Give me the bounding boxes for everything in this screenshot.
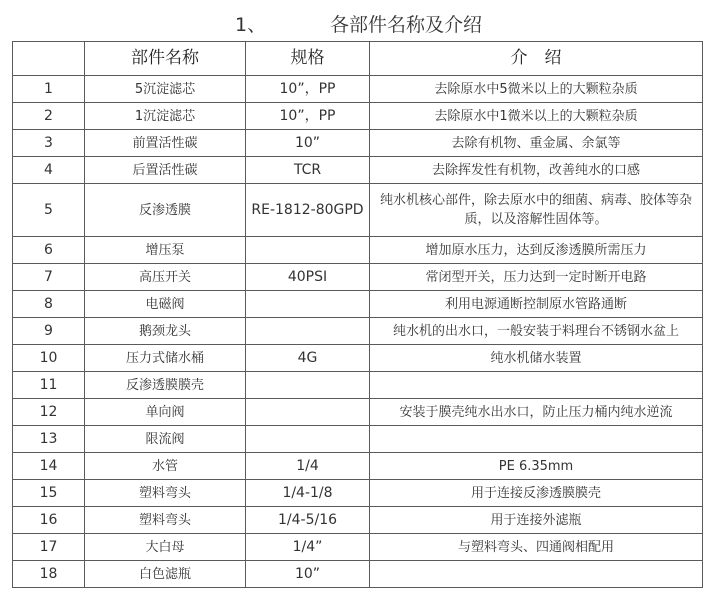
cell-spec: 4G (246, 345, 370, 372)
cell-part-name: 前置活性碳 (85, 130, 246, 157)
cell-number: 14 (13, 453, 85, 480)
cell-part-name: 塑料弯头 (85, 480, 246, 507)
cell-number: 9 (13, 318, 85, 345)
cell-number: 12 (13, 399, 85, 426)
cell-number: 6 (13, 237, 85, 264)
cell-description: PE 6.35mm (370, 453, 703, 480)
table-row (13, 372, 703, 399)
header-name: 部件名称 (85, 42, 246, 76)
cell-description: 纯水机的出水口，一般安装于料理台不锈钢水盆上 (370, 318, 703, 345)
cell-number: 15 (13, 480, 85, 507)
cell-spec (246, 291, 370, 318)
section-number: 1、 (235, 14, 267, 36)
cell-spec: 1/4-1/8 (246, 480, 370, 507)
cell-number: 7 (13, 264, 85, 291)
cell-description (370, 372, 703, 399)
cell-description (370, 561, 703, 588)
cell-part-name: 反渗透膜 (85, 184, 246, 237)
cell-part-name: 5沉淀滤芯 (85, 76, 246, 103)
cell-part-name: 高压开关 (85, 264, 246, 291)
cell-spec (246, 399, 370, 426)
cell-spec (246, 318, 370, 345)
cell-part-name: 限流阀 (85, 426, 246, 453)
cell-description: 纯水机核心部件，除去原水中的细菌、病毒、胶体等杂质，以及溶解性固体等。 (370, 184, 703, 237)
cell-part-name: 后置活性碳 (85, 157, 246, 184)
cell-number: 17 (13, 534, 85, 561)
table-row (13, 103, 703, 130)
cell-number: 4 (13, 157, 85, 184)
cell-description: 去除挥发性有机物，改善纯水的口感 (370, 157, 703, 184)
cell-part-name: 鹅颈龙头 (85, 318, 246, 345)
cell-number: 3 (13, 130, 85, 157)
table-row (13, 318, 703, 345)
section-title: 各部件名称及介绍 (330, 14, 483, 36)
cell-part-name: 反渗透膜膜壳 (85, 372, 246, 399)
cell-part-name: 电磁阀 (85, 291, 246, 318)
table-row (13, 237, 703, 264)
cell-number: 8 (13, 291, 85, 318)
table-row (13, 76, 703, 103)
cell-spec: 1/4” (246, 534, 370, 561)
cell-spec: 10” (246, 561, 370, 588)
table-row (13, 480, 703, 507)
cell-number: 2 (13, 103, 85, 130)
cell-spec (246, 237, 370, 264)
cell-spec: 10”，PP (246, 103, 370, 130)
parts-table (12, 41, 703, 588)
cell-description: 纯水机储水装置 (370, 345, 703, 372)
table-row (13, 130, 703, 157)
table-header-row (13, 42, 703, 76)
cell-description: 利用电源通断控制原水管路通断 (370, 291, 703, 318)
table-row (13, 264, 703, 291)
cell-number: 11 (13, 372, 85, 399)
cell-number: 18 (13, 561, 85, 588)
cell-part-name: 压力式储水桶 (85, 345, 246, 372)
cell-description: 用于连接反渗透膜膜壳 (370, 480, 703, 507)
header-desc: 介 绍 (370, 42, 703, 76)
header-no (13, 42, 85, 76)
cell-part-name: 水管 (85, 453, 246, 480)
cell-spec (246, 372, 370, 399)
table-row (13, 561, 703, 588)
cell-spec: TCR (246, 157, 370, 184)
table-row (13, 184, 703, 237)
cell-part-name: 白色滤瓶 (85, 561, 246, 588)
cell-part-name: 1沉淀滤芯 (85, 103, 246, 130)
cell-description: 增加原水压力，达到反渗透膜所需压力 (370, 237, 703, 264)
cell-number: 16 (13, 507, 85, 534)
table-row (13, 534, 703, 561)
cell-number: 13 (13, 426, 85, 453)
table-row (13, 157, 703, 184)
cell-number: 5 (13, 184, 85, 237)
header-spec: 规格 (246, 42, 370, 76)
document-title (0, 0, 710, 40)
cell-spec: 10”，PP (246, 76, 370, 103)
table-row (13, 507, 703, 534)
cell-spec: 40PSI (246, 264, 370, 291)
cell-spec: RE-1812-80GPD (246, 184, 370, 237)
cell-description: 去除有机物、重金属、余氯等 (370, 130, 703, 157)
table-row (13, 426, 703, 453)
cell-number: 10 (13, 345, 85, 372)
table-row (13, 291, 703, 318)
table-row (13, 345, 703, 372)
cell-part-name: 大白母 (85, 534, 246, 561)
cell-description: 去除原水中1微米以上的大颗粒杂质 (370, 103, 703, 130)
cell-description: 安装于膜壳纯水出水口，防止压力桶内纯水逆流 (370, 399, 703, 426)
cell-description (370, 426, 703, 453)
cell-part-name: 塑料弯头 (85, 507, 246, 534)
table-row (13, 399, 703, 426)
cell-spec (246, 426, 370, 453)
cell-spec: 10” (246, 130, 370, 157)
table-row (13, 453, 703, 480)
cell-description: 常闭型开关，压力达到一定时断开电路 (370, 264, 703, 291)
cell-part-name: 增压泵 (85, 237, 246, 264)
cell-spec: 1/4 (246, 453, 370, 480)
cell-description: 去除原水中5微米以上的大颗粒杂质 (370, 76, 703, 103)
cell-number: 1 (13, 76, 85, 103)
cell-spec: 1/4-5/16 (246, 507, 370, 534)
cell-description: 与塑料弯头、四通阀相配用 (370, 534, 703, 561)
cell-part-name: 单向阀 (85, 399, 246, 426)
cell-description: 用于连接外滤瓶 (370, 507, 703, 534)
table-body (13, 76, 703, 588)
